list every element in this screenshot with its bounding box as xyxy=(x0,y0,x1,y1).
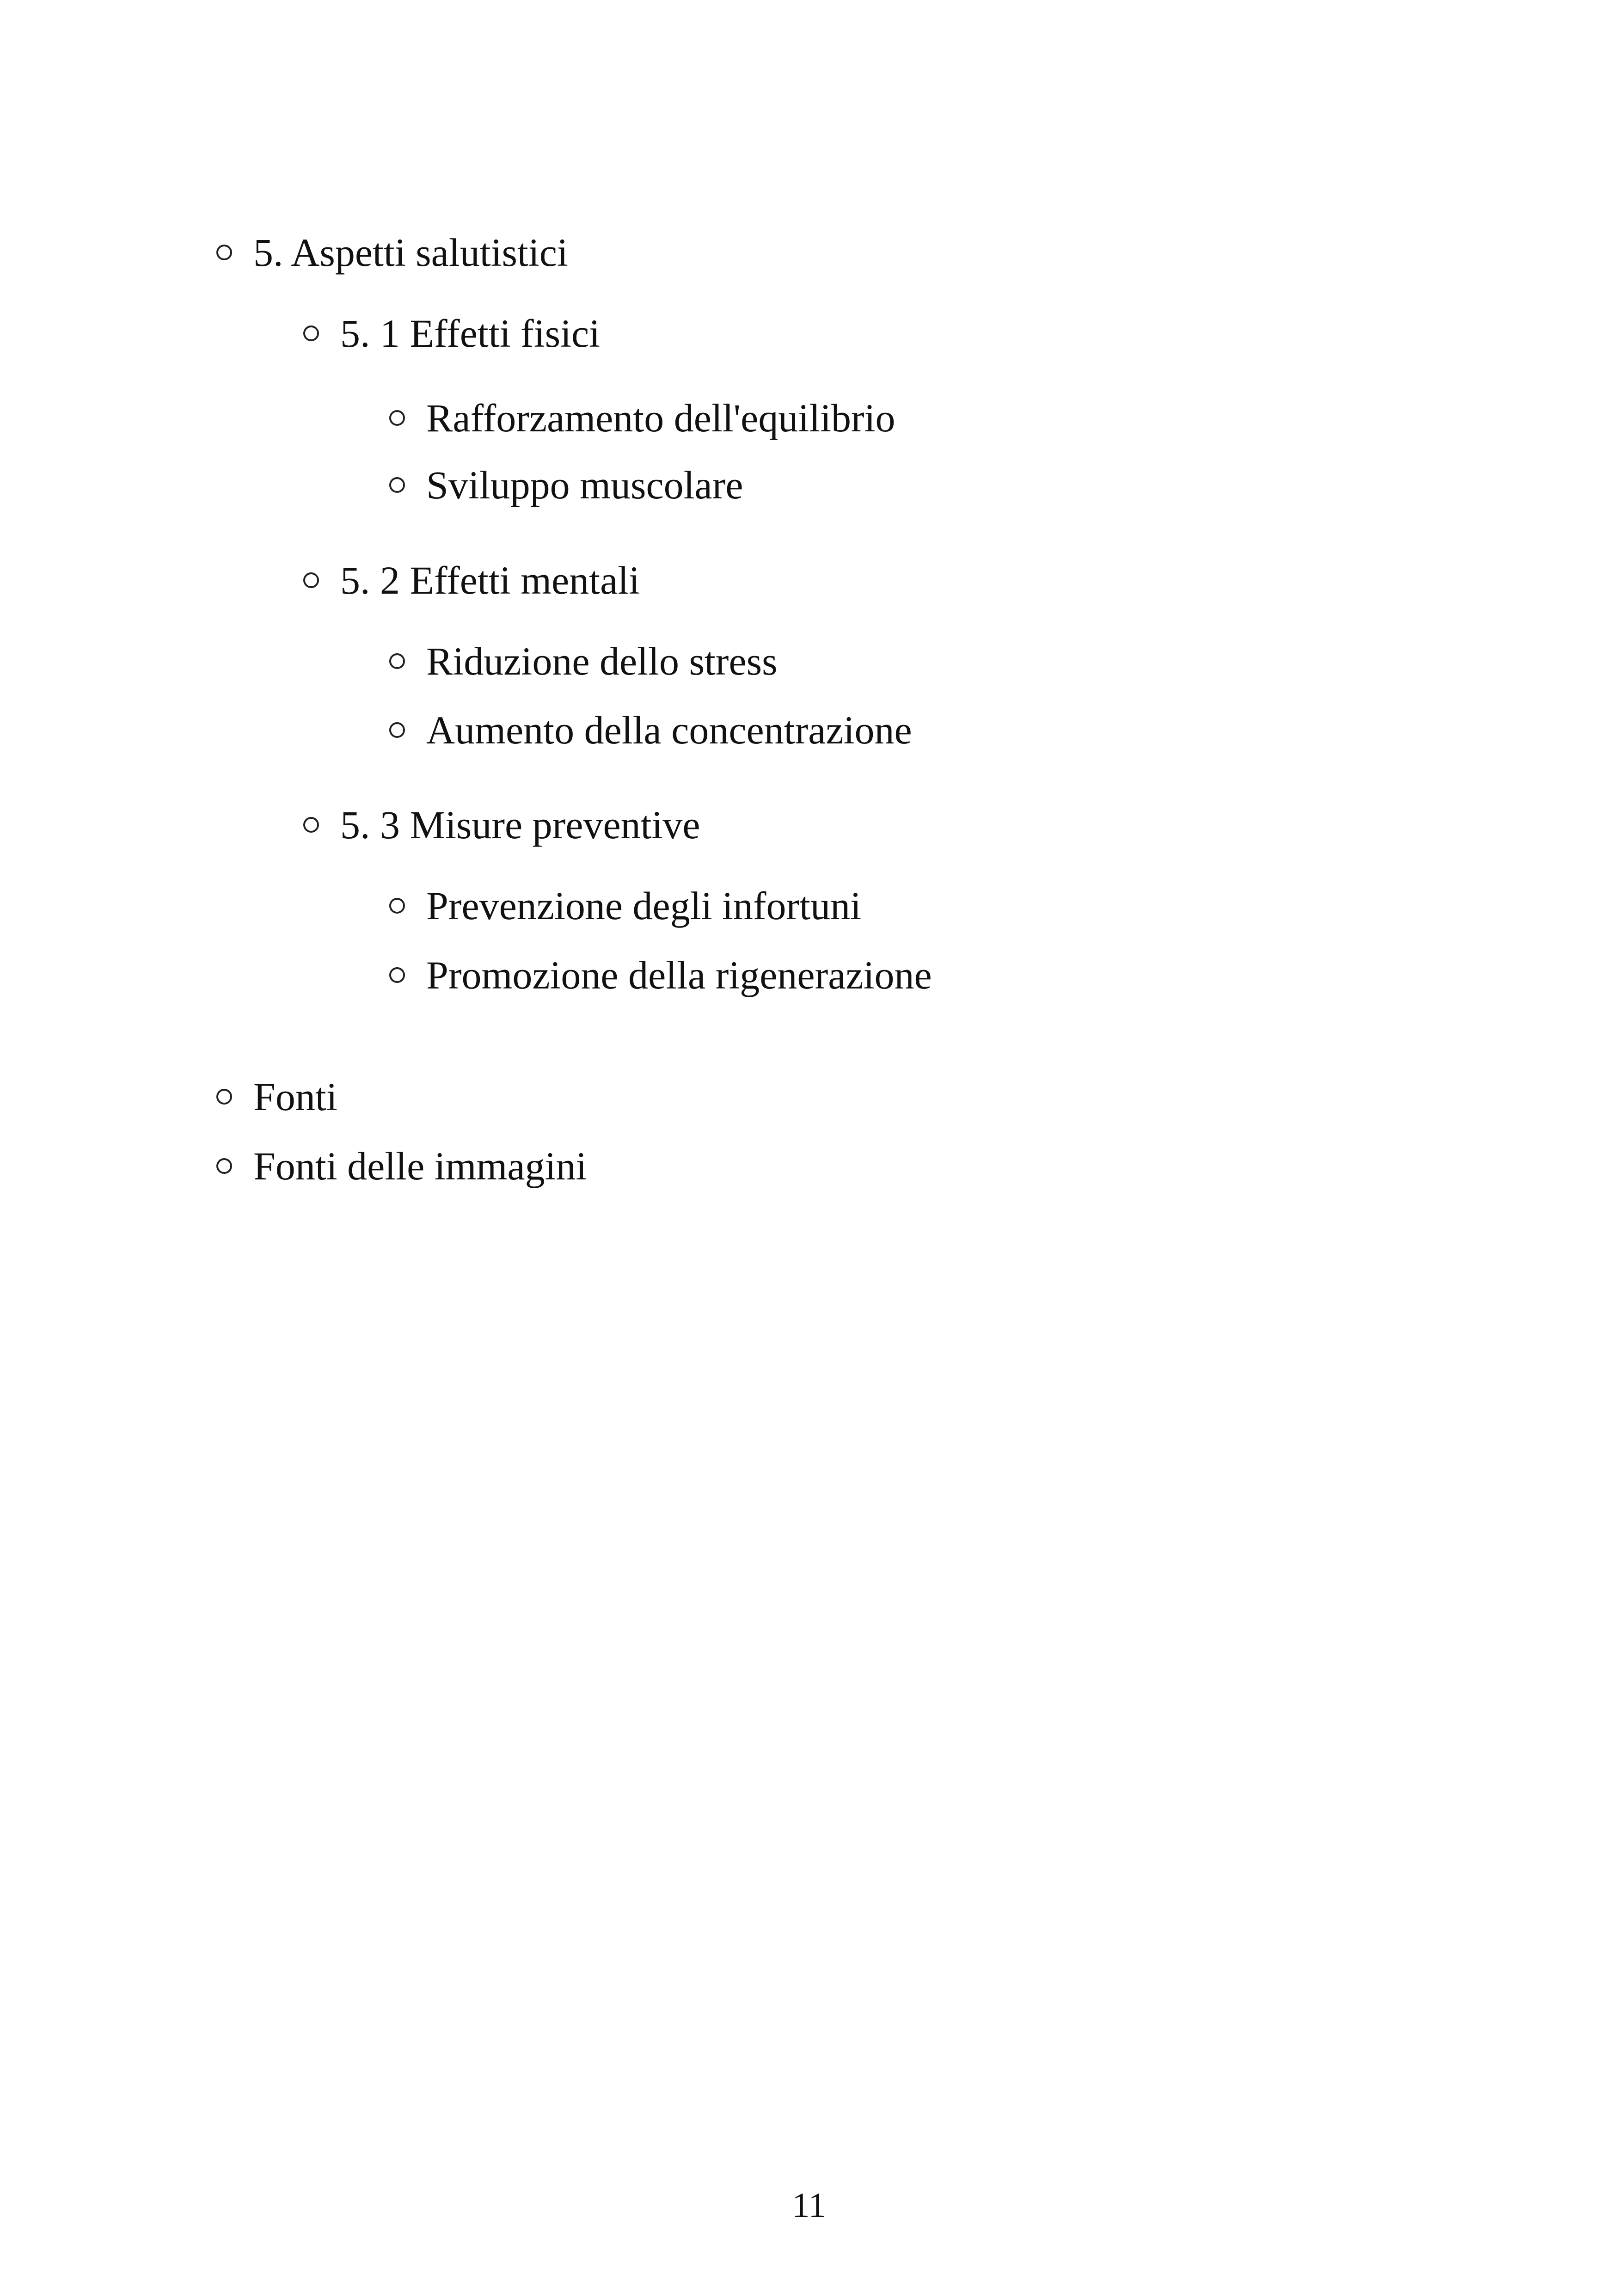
toc-item-rafforzamento-equilibrio xyxy=(389,398,895,438)
hollow-circle-icon xyxy=(216,245,232,260)
toc-subsection-effetti-fisici xyxy=(303,311,601,356)
hollow-circle-icon xyxy=(216,1158,232,1174)
toc-section-fonti-immagini xyxy=(216,1146,587,1186)
hollow-circle-icon xyxy=(216,1089,232,1105)
toc-item-riduzione-stress xyxy=(389,641,778,681)
hollow-circle-icon xyxy=(303,572,319,588)
toc-item-label: Rafforzamento dell'equilibrio xyxy=(426,396,895,440)
toc-item-label: Prevenzione degli infortuni xyxy=(426,884,861,928)
hollow-circle-icon xyxy=(389,477,405,493)
toc-item-label: Riduzione dello stress xyxy=(426,639,778,683)
hollow-circle-icon xyxy=(389,967,405,983)
toc-subsection-label: 5. 2 Effetti mentali xyxy=(340,558,640,602)
hollow-circle-icon xyxy=(303,325,319,341)
toc-item-label: Aumento della concentrazione xyxy=(426,708,912,752)
page-number: 11 xyxy=(792,2186,826,2225)
hollow-circle-icon xyxy=(389,653,405,669)
toc-item-label: Sviluppo muscolare xyxy=(426,463,743,507)
toc-item-label: Promozione della rigenerazione xyxy=(426,953,932,997)
toc-item-sviluppo-muscolare xyxy=(389,465,743,505)
hollow-circle-icon xyxy=(389,410,405,426)
toc-subsection-misure-preventive xyxy=(303,805,700,845)
hollow-circle-icon xyxy=(389,898,405,914)
toc-subsection-effetti-mentali xyxy=(303,560,640,600)
toc-section-aspetti-salutistici xyxy=(216,230,568,275)
toc-section-fonti xyxy=(216,1074,337,1119)
hollow-circle-icon xyxy=(389,722,405,738)
toc-item-promozione-rigenerazione xyxy=(389,955,932,995)
toc-subsection-label: 5. 3 Misure preventive xyxy=(340,803,700,847)
toc-section-label: Fonti xyxy=(253,1074,337,1119)
hollow-circle-icon xyxy=(303,817,319,833)
toc-item-aumento-concentrazione xyxy=(389,710,912,750)
toc-section-label: 5. Aspetti salutistici xyxy=(253,230,568,275)
toc-subsection-label: 5. 1 Effetti fisici xyxy=(340,311,601,356)
toc-item-prevenzione-infortuni xyxy=(389,886,861,926)
toc-section-label: Fonti delle immagini xyxy=(253,1144,587,1188)
